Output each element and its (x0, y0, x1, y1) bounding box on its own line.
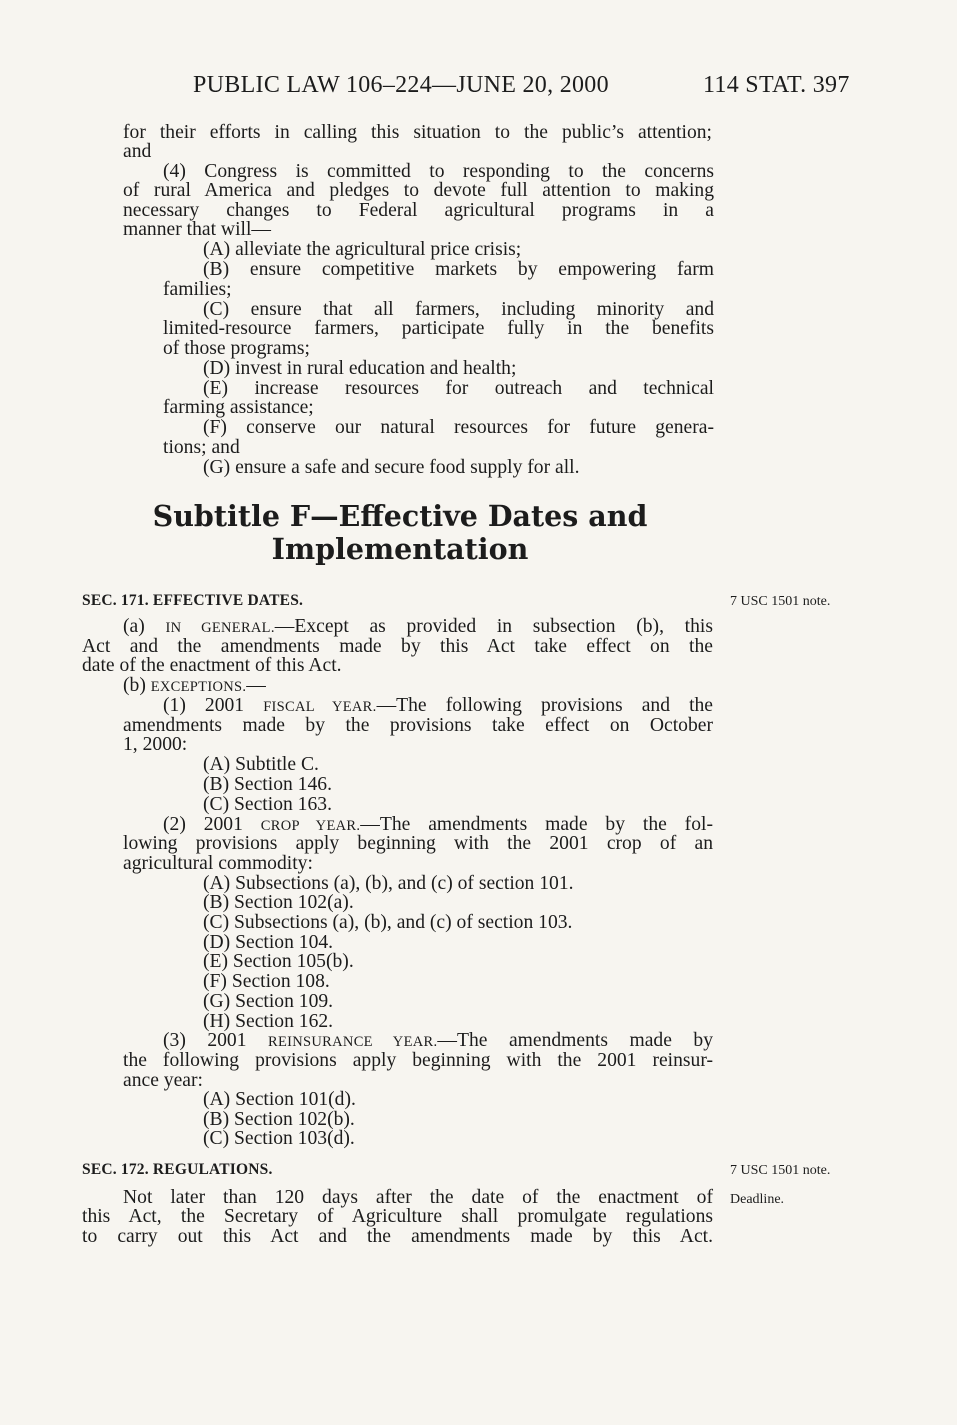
list-item: (B) Section 146. (203, 774, 332, 795)
section-172-margin-note: 7 USC 1501 note. (730, 1163, 831, 1178)
list-item: (G) Section 109. (203, 991, 334, 1012)
list-item: (E) Section 105(b). (203, 951, 354, 972)
paragraph-4-line: of rural America and pledges to devote full attention to making (123, 180, 714, 201)
list-item: (C) Subsections (a), (b), and (c) of section 103. (203, 912, 573, 933)
section-171-heading: SEC. 171. EFFECTIVE DATES. (82, 592, 304, 609)
paragraph-2-line: agricultural commodity: (123, 853, 313, 874)
subsection-a-line: (a) IN GENERAL.—Except as provided in subsection (b), this (123, 616, 713, 637)
section-171-margin-note: 7 USC 1501 note. (730, 594, 831, 609)
clause-c-line: (C) ensure that all farmers, including minority and (203, 299, 714, 320)
subsection-b-heading: (b) EXCEPTIONS.— (123, 675, 266, 696)
clause-c-line: of those programs; (163, 338, 310, 359)
paragraph-3-line: ance year: (123, 1070, 203, 1091)
clause-d: (D) invest in rural education and health; (203, 358, 517, 379)
subtitle-heading-line: Implementation (271, 532, 529, 566)
section-172-line: this Act, the Secretary of Agriculture shall promulgate regulations (82, 1206, 713, 1227)
clause-b-line: (B) ensure competitive markets by empowering farm (203, 259, 714, 280)
subsection-a-line: date of the enactment of this Act. (82, 655, 342, 676)
running-header-page: 114 STAT. 397 (703, 72, 850, 98)
list-item: (H) Section 162. (203, 1011, 334, 1032)
list-item: (A) Subsections (a), (b), and (c) of section 101. (203, 873, 574, 894)
list-item: (B) Section 102(a). (203, 892, 354, 913)
subsection-a-line: Act and the amendments made by this Act take effect on the (82, 636, 713, 657)
list-item: (D) Section 104. (203, 932, 334, 953)
list-item: (A) Subtitle C. (203, 754, 319, 775)
small-caps-term: FISCAL YEAR. (263, 699, 377, 715)
clause-a: (A) alleviate the agricultural price crisis; (203, 239, 522, 260)
paragraph-1-line: (1) 2001 FISCAL YEAR.—The following provisions and the (163, 695, 714, 716)
list-item: (B) Section 102(b). (203, 1109, 355, 1130)
small-caps-term: EXCEPTIONS. (150, 679, 247, 695)
clause-e-line: farming assistance; (163, 397, 314, 418)
paragraph-2-line: lowing provisions apply beginning with the 2001 crop of an (123, 833, 713, 854)
clause-e-line: (E) increase resources for outreach and technical (203, 378, 714, 399)
subtitle-heading-line: Subtitle F—Effective Dates and (152, 499, 648, 533)
section-172-line: Not later than 120 days after the date of the enactment of (123, 1187, 713, 1208)
clause-c-line: limited-resource farmers, participate fully in the benefits (163, 318, 714, 339)
list-item: (C) Section 103(d). (203, 1128, 355, 1149)
list-item: (F) Section 108. (203, 971, 330, 992)
list-item: (C) Section 163. (203, 794, 332, 815)
paragraph-3-line: (3) 2001 REINSURANCE YEAR.—The amendments made by (163, 1030, 713, 1051)
list-item: (A) Section 101(d). (203, 1089, 356, 1110)
clause-b-line: families; (163, 279, 232, 300)
paragraph-4-line: (4) Congress is committed to responding to the concerns (163, 161, 714, 182)
paragraph-2-line: (2) 2001 CROP YEAR.—The amendments made by the fol- (163, 814, 713, 835)
section-172-line: to carry out this Act and the amendments made by this Act. (82, 1226, 713, 1247)
clause-f-line: (F) conserve our natural resources for future genera- (203, 417, 714, 438)
paragraph-3-line: the following provisions apply beginning with the 2001 reinsur- (123, 1050, 713, 1071)
clause-g: (G) ensure a safe and secure food supply for all. (203, 457, 580, 478)
running-header-title: PUBLIC LAW 106–224—JUNE 20, 2000 (193, 72, 609, 98)
deadline-margin-note: Deadline. (730, 1192, 785, 1207)
clause-f-line: tions; and (163, 437, 240, 458)
paragraph-1-line: 1, 2000: (123, 734, 188, 755)
paragraph-4-line: necessary changes to Federal agricultural programs in a (123, 200, 714, 221)
small-caps-term: IN GENERAL. (165, 620, 275, 636)
paragraph-1-line: amendments made by the provisions take effect on October (123, 715, 713, 736)
small-caps-term: REINSURANCE YEAR. (268, 1034, 438, 1050)
paragraph-4-line: manner that will— (123, 219, 272, 240)
intro-line: and (123, 141, 152, 162)
small-caps-term: CROP YEAR. (260, 818, 361, 834)
intro-line: for their efforts in calling this situation to the public’s attention; (123, 122, 712, 143)
section-172-heading: SEC. 172. REGULATIONS. (82, 1161, 273, 1178)
